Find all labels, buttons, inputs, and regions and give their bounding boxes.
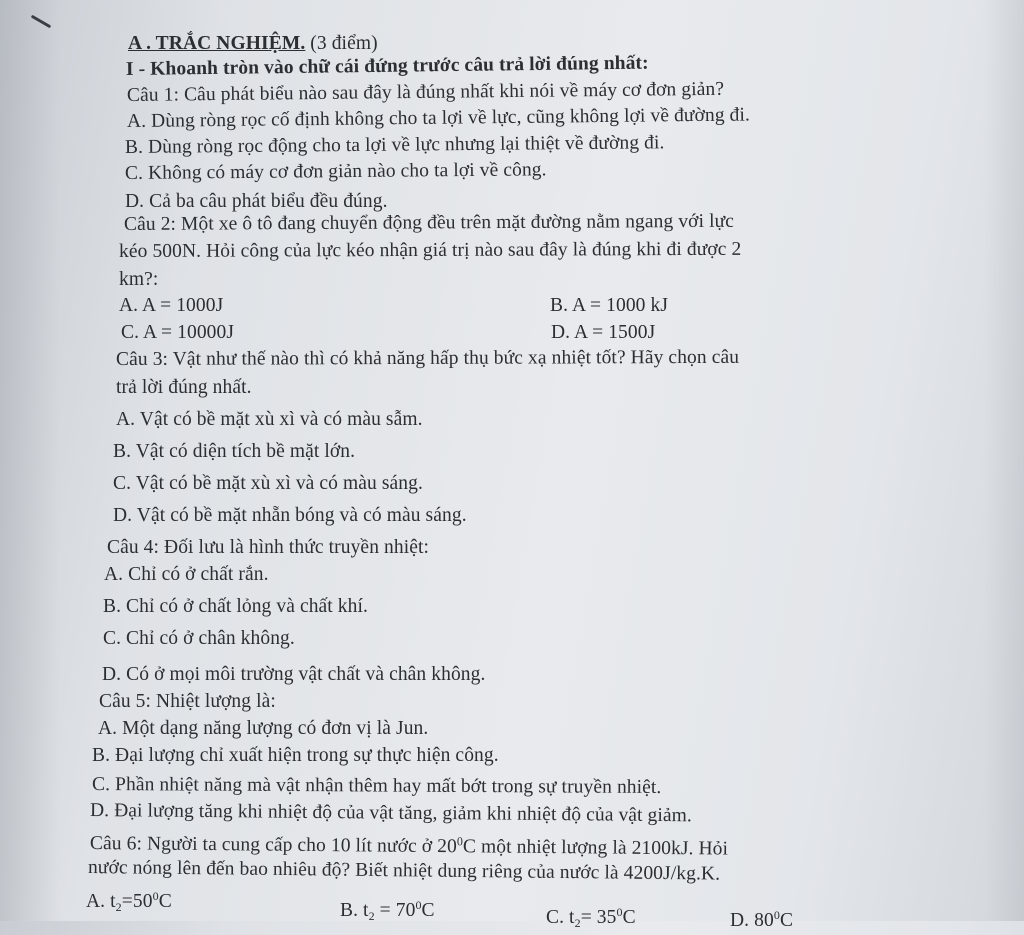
q6-degree-sup: 0 [456,834,464,849]
q6-option-c [546,900,636,935]
q4-option-d: D. Có ở mọi môi trường vật chất và chân không. [102,664,486,685]
q6-b-sup: 0 [415,898,422,912]
q6-d-sup: 0 [773,908,780,922]
q2-option-c: C. A = 10000J [121,322,235,343]
q6-a-unit: C [158,891,172,912]
q1-option-b: B. Dùng ròng rọc động cho ta lợi về lực nhưng lại thiệt về đường đi. [124,132,665,158]
q1-stem: Câu 1: Câu phát biểu nào sau đây là đúng nhất khi nói về máy cơ đơn giản? [126,78,725,106]
page-right-shadow [984,0,1024,921]
q3-stem-line-1: Câu 3: Vật như thế nào thì có khả năng hấp thụ bức xạ nhiệt tốt? Hãy chọn câu [115,346,740,370]
q6-a-prefix: A. t [86,891,116,912]
q6-b-sub: 2 [368,909,375,923]
q1-option-c: C. Không có máy cơ đơn giản nào cho ta lợi về công. [124,159,547,184]
q4-option-c: C. Chỉ có ở chân không. [103,628,295,649]
q6-b-prefix: B. t [340,900,369,921]
instruction: I - Khoanh tròn vào chữ cái đứng trước câu trả lời đúng nhất: [125,52,649,80]
q6-a-value: =50 [121,891,153,912]
q6-b-unit: C [421,900,435,921]
q6-option-b [340,893,435,928]
q6-option-d [730,903,793,933]
q4-option-a: A. Chỉ có ở chất rắn. [104,564,269,585]
section-points: (3 điểm) [305,33,378,54]
q4-option-b: B. Chỉ có ở chất lỏng và chất khí. [103,596,368,617]
q4-stem: Câu 4: Đối lưu là hình thức truyền nhiệt: [107,537,430,558]
q1-option-d: D. Cả ba câu phát biểu đều đúng. [125,191,388,212]
q2-stem-line-1: Câu 2: Một xe ô tô đang chuyển động đều trên mặt đường nằm ngang với lực [123,210,735,235]
q2-stem-line-2: kéo 500N. Hỏi công của lực kéo nhận giá trị nào sau đây là đúng khi đi được 2 [118,238,742,262]
q6-c-sub: 2 [574,916,581,930]
q2-stem-line-3: km?: [119,269,159,290]
q6-a-sup: 0 [152,889,159,903]
q1-option-a: A. Dùng ròng rọc cố định không cho ta lợi về lực, cũng không lợi về đường đi. [126,104,751,132]
q2-option-b: B. A = 1000 kJ [550,295,669,316]
q3-stem-line-2: trả lời đúng nhất. [116,377,252,398]
q3-option-b: B. Vật có diện tích bề mặt lớn. [113,441,356,462]
q6-stem-line-2: nước nóng lên đến bao nhiêu độ? Biết nhiệt dung riêng của nước là 4200J/kg.K. [87,857,721,885]
q5-option-d: D. Đại lượng tăng khi nhiệt độ của vật tăng, giảm khi nhiệt độ của vật giảm. [89,800,693,827]
q6-d-prefix: D. 80 [730,910,774,931]
q6-option-a [86,884,172,919]
q6-stem-part-2: C một nhiệt lượng là 2100kJ. Hỏi [462,836,729,860]
q6-c-sup: 0 [616,905,623,919]
q6-c-prefix: C. t [546,907,575,928]
page-edge-shadow [0,0,60,921]
q6-a-sub: 2 [115,900,122,914]
q2-option-a: A. A = 1000J [119,295,224,316]
q5-option-c: C. Phần nhiệt năng mà vật nhận thêm hay mất bớt trong sự truyền nhiệt. [91,774,662,798]
q6-c-value: = 35 [580,907,617,928]
q3-option-c: C. Vật có bề mặt xù xì và có màu sáng. [113,473,423,494]
q5-stem: Câu 5: Nhiệt lượng là: [99,691,276,712]
q6-d-unit: C [779,910,794,931]
q2-option-d: D. A = 1500J [551,322,656,343]
section-title: A . TRẮC NGHIỆM. [128,33,306,54]
q6-stem-part-1: Câu 6: Người ta cung cấp cho 10 lít nước ở 20 [89,833,457,858]
q3-option-d: D. Vật có bề mặt nhẵn bóng và có màu sáng. [113,505,467,526]
q6-b-value: = 70 [374,900,416,921]
q5-option-b: B. Đại lượng chỉ xuất hiện trong sự thực hiện công. [92,745,499,766]
q3-option-a: A. Vật có bề mặt xù xì và có màu sẫm. [116,409,423,430]
q5-option-a: A. Một dạng năng lượng có đơn vị là Jun. [98,718,429,739]
q6-c-unit: C [622,907,636,928]
section-heading [128,32,378,56]
